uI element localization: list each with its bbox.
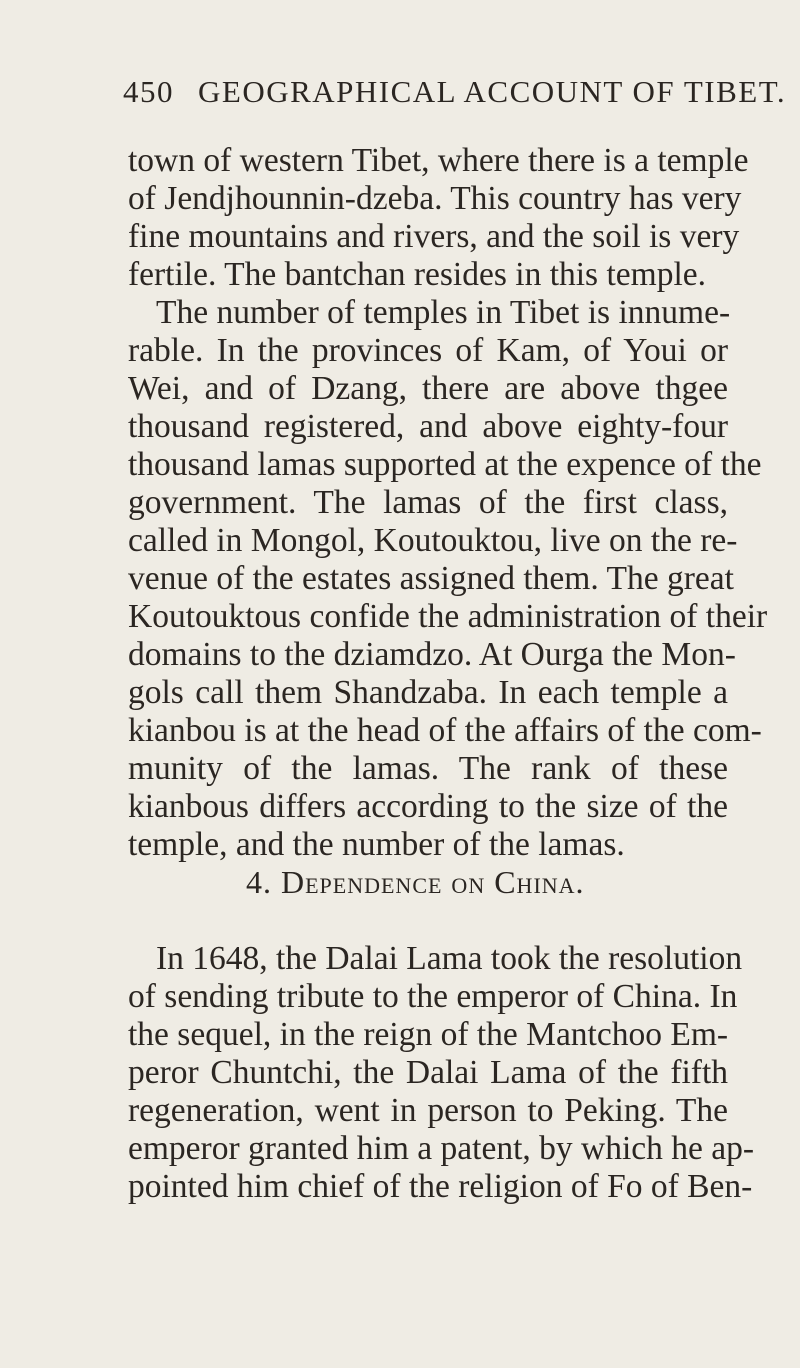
text-line: emperor granted him a patent, by which he ap- — [128, 1130, 755, 1167]
text-line: temple, and the number of the lamas. — [128, 826, 625, 863]
text-line: rable. In the provinces of Kam, of Youi or — [128, 332, 728, 369]
text-line: Koutouktous confide the administration of their — [128, 598, 768, 635]
text-line: of sending tribute to the emperor of China. In — [128, 978, 738, 1015]
text-line: kianbous differs according to the size of the — [128, 788, 728, 825]
text-line: fine mountains and rivers, and the soil is very — [128, 218, 740, 255]
running-title: GEOGRAPHICAL ACCOUNT OF TIBET. — [198, 74, 787, 109]
text-line: of Jendjhounnin-dzeba. This country has very — [128, 180, 742, 217]
text-line: gols call them Shandzaba. In each temple a — [128, 674, 728, 711]
section-heading — [246, 864, 585, 901]
page-number: 450 — [123, 74, 174, 109]
text-line: government. The lamas of the first class, — [128, 484, 728, 521]
text-line: venue of the estates assigned them. The great — [128, 560, 734, 597]
text-line: peror Chuntchi, the Dalai Lama of the fifth — [128, 1054, 728, 1091]
text-line: In 1648, the Dalai Lama took the resolution — [156, 940, 743, 977]
text-line: the sequel, in the reign of the Mantchoo Em- — [128, 1016, 729, 1053]
text-line: regeneration, went in person to Peking. The — [128, 1092, 728, 1129]
text-line: thousand lamas supported at the expence of the — [128, 446, 762, 483]
text-line: thousand registered, and above eighty-four — [128, 408, 728, 445]
text-line: The number of temples in Tibet is innume- — [156, 294, 731, 331]
running-header — [123, 74, 786, 110]
text-line: Wei, and of Dzang, there are above thgee — [128, 370, 728, 407]
text-line: fertile. The bantchan resides in this temple. — [128, 256, 707, 293]
text-line: town of western Tibet, where there is a temple — [128, 142, 749, 179]
section-title: Dependence on China. — [281, 864, 585, 900]
text-line: pointed him chief of the religion of Fo of Ben- — [128, 1168, 753, 1205]
text-line: domains to the dziamdzo. At Ourga the Mon- — [128, 636, 736, 673]
text-line: munity of the lamas. The rank of these — [128, 750, 728, 787]
text-line: called in Mongol, Koutouktou, live on the re- — [128, 522, 738, 559]
text-line: kianbou is at the head of the affairs of the com- — [128, 712, 762, 749]
section-number: 4. — [246, 864, 272, 900]
